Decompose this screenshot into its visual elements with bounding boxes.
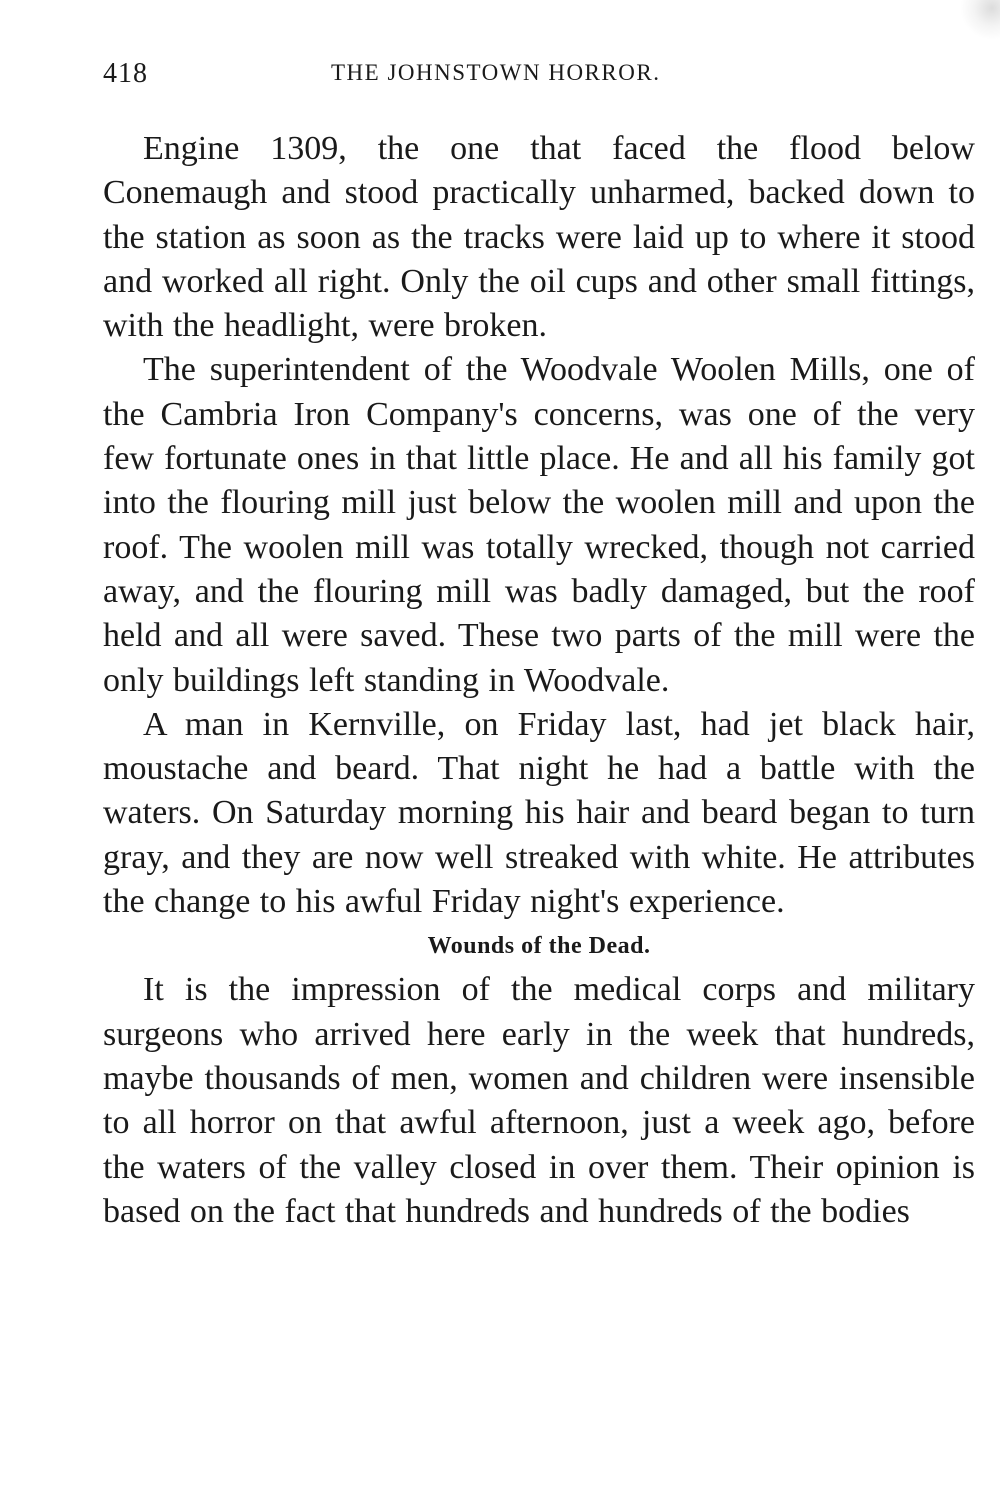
- paragraph-engine: Engine 1309, the one that faced the flood below Conemaugh and stood practically unharmed, backed down to the station as soon as the tracks were laid up to where it stood and worked all right. Only the oil cups and other small fittings, with the headlight, were broken.: [103, 130, 975, 345]
- paragraph-kernville-man: A man in Kernville, on Friday last, had jet black hair, moustache and beard. That night he had a battle with the waters. On Saturday morning his hair and beard began to turn gray, and they are now well streaked with white. He attributes the change to his awful Friday night's experience.: [103, 705, 975, 921]
- paragraph-medical-corps: It is the impression of the medical corps and military surgeons who arrived here early in the week that hundreds, maybe thousands of men, women and children were insensible to all horror on that awful afternoon, just a week ago, before the waters of the valley closed in over them. Their opinion is based on the fact that hundreds and hundreds of the bodies: [103, 971, 975, 1230]
- page-header: [103, 58, 973, 98]
- paper-edge-mark: [960, 0, 1000, 40]
- page-number: 418: [103, 58, 148, 89]
- running-head: THE JOHNSTOWN HORROR.: [331, 60, 661, 85]
- section-heading: Wounds of the Dead.: [427, 933, 651, 960]
- paragraph-woodvale-mills: The superintendent of the Woodvale Woolen Mills, one of the Cambria Iron Company's concerns, was one of the very few fortunate ones in that little place. He and all his family got into the flouring mill just below the woolen mill and upon the roof. The woolen mill was totally wrecked, though not carried away, and the flouring mill was badly damaged, but the roof held and all were saved. These two parts of the mill were the only buildings left standing in Woodvale.: [103, 351, 975, 699]
- page-body: [103, 127, 975, 1234]
